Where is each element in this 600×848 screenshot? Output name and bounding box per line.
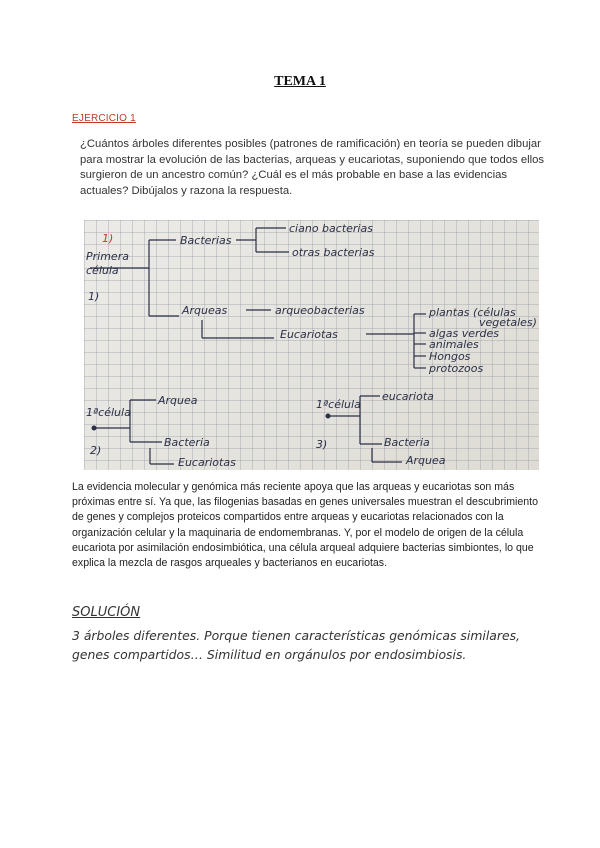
tree2-eucariotas: Eucariotas [178,456,236,469]
exercise-heading: EJERCICIO 1 [72,113,136,124]
solution-heading: SOLUCIÓN [72,605,141,620]
tree1-bacterias: Bacterias [180,234,232,247]
phylogenetic-trees-drawing [84,220,539,470]
tree3-root-label: 1ªcélula [316,398,361,411]
page-title: TEMA 1 [274,74,326,89]
tree3-bacteria: Bacteria [384,436,430,449]
tree1-arqueas: Arqueas [182,304,228,317]
tree1-cianobacterias: ciano bacterias [289,222,373,235]
tree-lines [90,228,426,464]
root-node-dot [326,414,331,419]
handwritten-trees-photo [84,220,539,470]
tree1-arqueobacterias: arqueobacterias [275,304,365,317]
tree2-arquea: Arquea [158,394,198,407]
tree1-hongos: Hongos [429,350,471,363]
tree2-root-label: 1ªcélula [86,406,131,419]
answer-text [72,480,542,571]
root-node-dot [92,426,97,431]
tree2-marker: 2) [90,444,102,457]
tree1-algas: algas verdes [429,327,500,340]
tree1-root-label-line2: célula [86,264,119,277]
tree1-protozoos: protozoos [429,362,484,375]
tree1-root-label-line1: Primera [86,250,129,263]
tree3-eucariota: eucariota [382,390,434,403]
tree1-plantas: plantas (células [429,306,516,319]
tree1-otras-bacterias: otras bacterias [292,246,375,259]
tree2-bacteria: Bacteria [164,436,210,449]
tree1-plantas-cont: vegetales) [479,316,537,329]
tree1-marker: 1) [88,290,100,303]
exercise-question: ¿Cuántos árboles diferentes posibles (patrones de ramificación) en teoría se pueden dibujar para mostrar la evolución de las bacterias, arqueas y eucariotas, suponiendo que todos ellos surgieron de un ancestro común? ¿Cuál es el más probable en base a las evidencias actuales? Dibújalos y razona la respuesta. [80,138,545,197]
tree1-animales: animales [429,338,479,351]
tree3-marker: 3) [316,438,328,451]
tree1-eucariotas: Eucariotas [280,328,338,341]
tree1-marker-top: 1) [102,232,114,245]
tree3-arquea: Arquea [406,454,446,467]
answer-paragraph: La evidencia molecular y genómica más reciente apoya que las arqueas y eucariotas son más próximas entre sí. Ya que, las filogenias basadas en genes universales muestran el descubrimiento de genes y complejos proteicos compartidos entre arqueas y eucariotas relacionados con la organización celular y la maquinaria de endomembranas. Y, por el modelo de origen de la célula eucariota por asimilación endosimbiótica, una célula arqueal adquiere bacterias simbiontes, lo que explica la mezcla de rasgos arqueales y bacterianos en eucariotas. [72,481,538,570]
solution-text: 3 árboles diferentes. Porque tienen características genómicas similares, genes compartidos… Similitud en orgánulos por endosimbiosis. [72,628,520,662]
